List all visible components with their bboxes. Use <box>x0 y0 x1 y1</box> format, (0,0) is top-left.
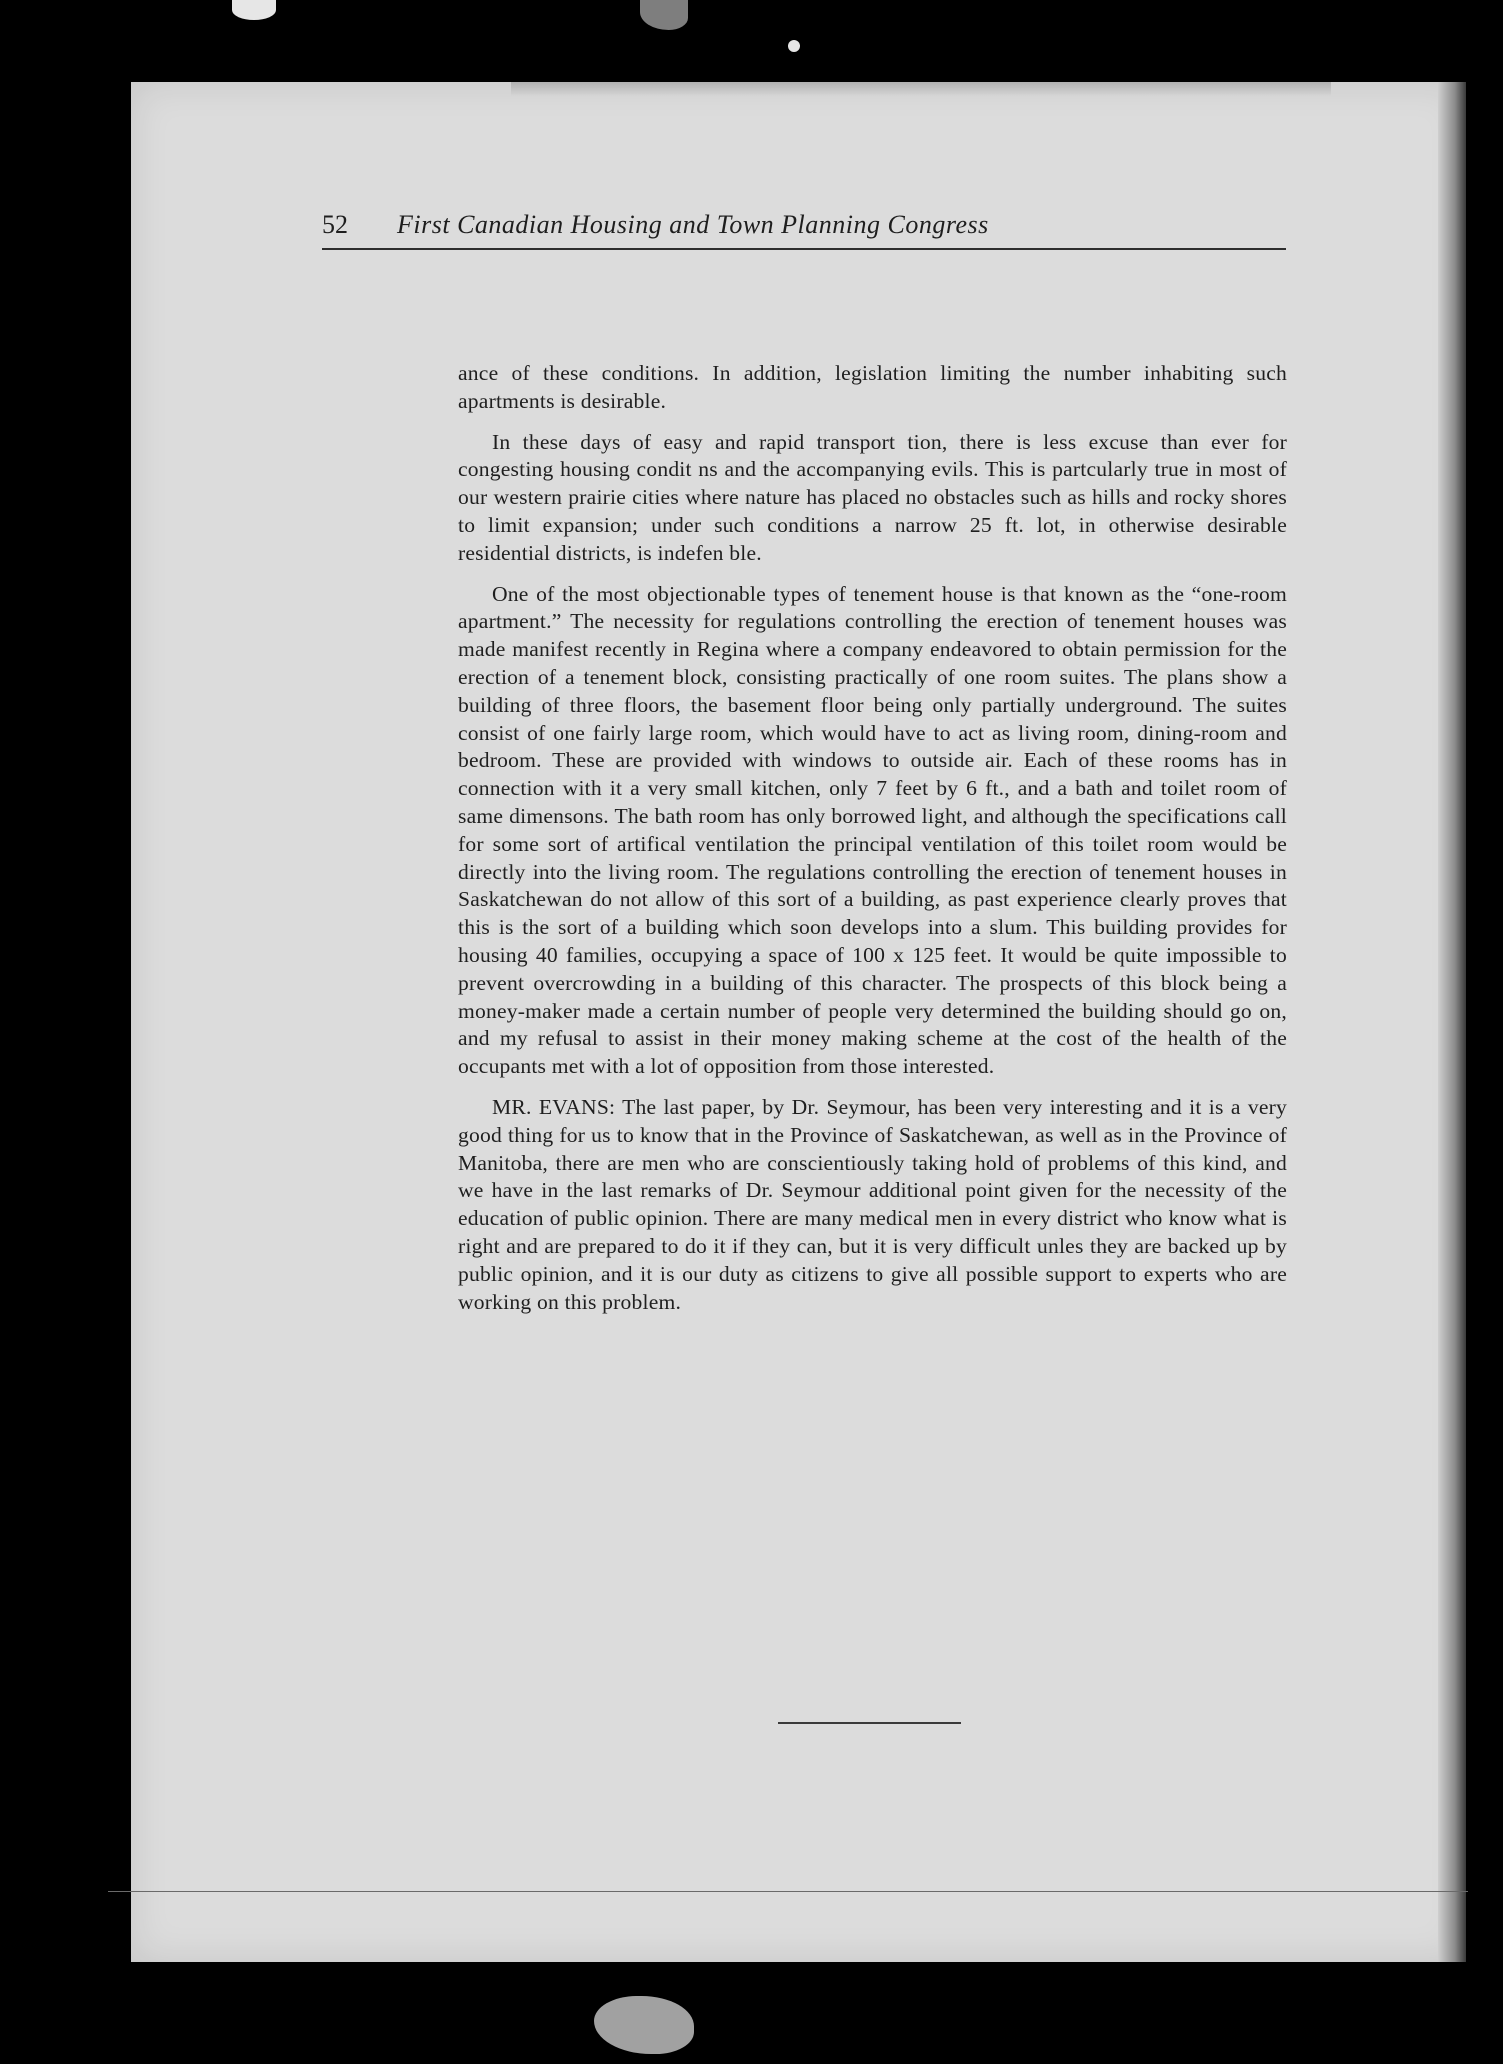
film-speck-top-dot <box>788 40 800 52</box>
section-end-rule <box>778 1722 961 1724</box>
page-right-edge-shadow <box>1438 82 1466 1962</box>
page-number: 52 <box>322 210 348 239</box>
paragraph-continuation: ance of these conditions. In addition, legislation limiting the number inhabiting such apartments is desirable. <box>458 361 1287 413</box>
body-text <box>458 360 1287 1329</box>
scan-bottom-line <box>108 1891 1468 1892</box>
page-top-smudge <box>511 82 1331 96</box>
film-speck-top-center <box>640 0 688 30</box>
running-head-title: First Canadian Housing and Town Planning Congress <box>397 210 989 239</box>
paragraph-one-room-apartment: One of the most objectionable types of tenement house is that known as the “one-room apartment.” The necessity for regulations controlling the erection of tenement houses was made manifest recently in Regina where a company endeavored to obtain permission for the erection of a tenement block, consisting practically of one room suites. The plans show a building of three floors, the basement floor being only partially underground. The suites consist of one fairly large room, which would have to act as living room, dining-room and bedroom. These are provided with windows to outside air. Each of these rooms has in connection with it a very small kitchen, only 7 feet by 6 ft., and a bath and toilet room of same dimensons. The bath room has only borrowed light, and although the specifications call for some sort of artifical ventilation the principal ventilation of this toilet room would be directly into the living room. The regulations controlling the erection of tenement houses in Saskatchewan do not allow of this sort of a building, as past experience clearly proves that this is the sort of a building which soon develops into a slum. This building provides for housing 40 families, occupying a space of 100 x 125 feet. It would be quite impossible to prevent overcrowding in a building of this character. The prospects of this block being a money-maker made a certain number of people very determined the building should go on, and my refusal to assist in their money making scheme at the cost of the health of the occupants met with a lot of opposition from those interested. <box>458 581 1287 1079</box>
film-speck-bottom-center <box>594 1996 694 2054</box>
paragraph-mr-evans: MR. EVANS: The last paper, by Dr. Seymour, has been very interesting and it is a very good thing for us to know that in the Province of Saskatchewan, as well as in the Province of Manitoba, there are men who are conscientiously taking hold of problems of this kind, and we have in the last remarks of Dr. Seymour additional point given for the necessity of the education of public opinion. There are many medical men in every district who know what is right and are prepared to do it if they can, but it is very difficult unles they are backed up by public opinion, and it is our duty as citizens to give all possible support to experts who are working on this problem. <box>458 1094 1287 1314</box>
paragraph-transportation: In these days of easy and rapid transport tion, there is less excuse than ever for congesting housing condit ns and the accompanying evils. This is partcularly true in most of our western prairie cities where nature has placed no obstacles such as hills and rocky shores to limit expansion; under such conditions a narrow 25 ft. lot, in otherwise desirable residential districts, is indefen ble. <box>458 429 1287 565</box>
running-head <box>322 208 1286 250</box>
film-speck-top-left <box>232 0 276 20</box>
